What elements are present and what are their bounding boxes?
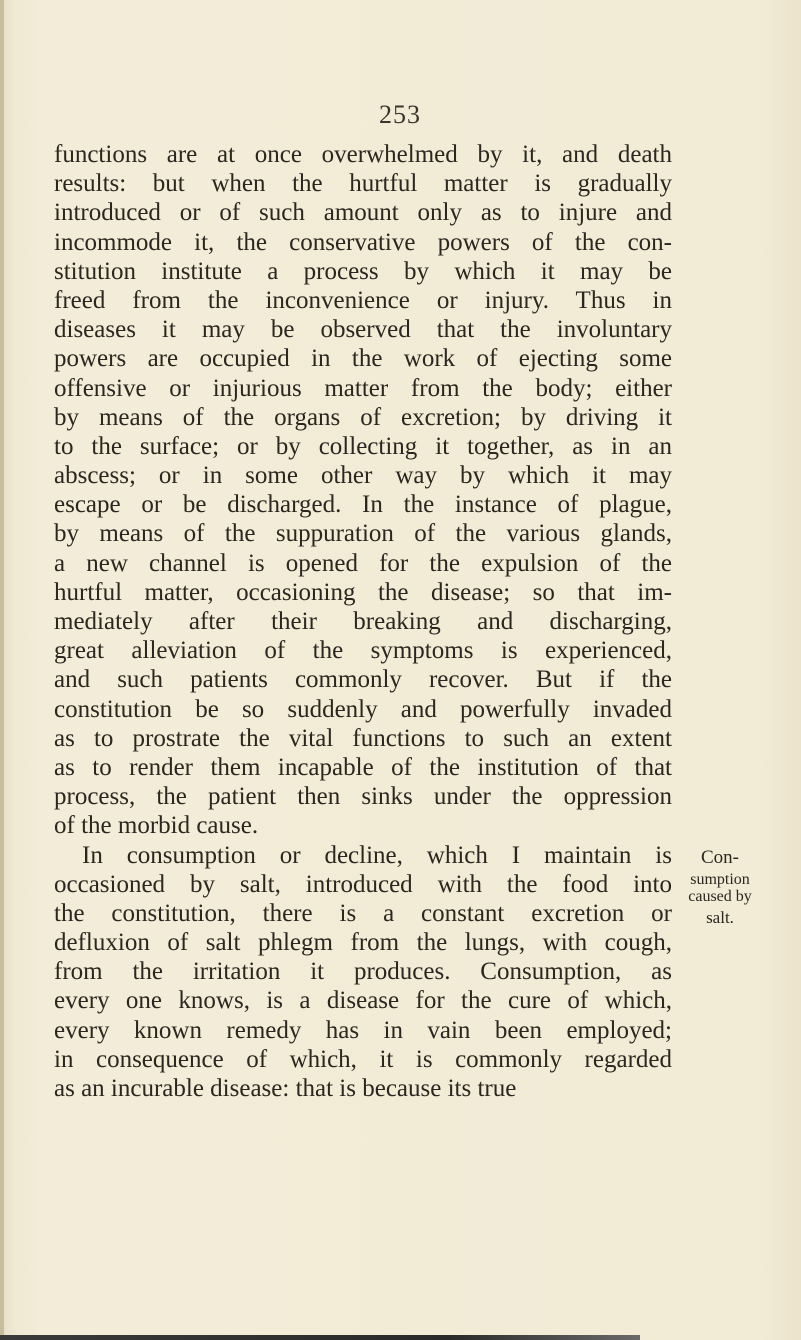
text-line: every known remedy has in vain been employed; <box>54 1016 672 1044</box>
text-line: stitution institute a process by which it may be <box>54 257 672 285</box>
text-line: mediately after their breaking and discharging, <box>54 608 672 635</box>
text-line: in consequence of which, it is commonly regarded <box>54 1045 672 1073</box>
margin-note-line: salt. <box>706 908 734 927</box>
text-line: a new channel is opened for the expulsion of the <box>54 549 672 577</box>
text-line: hurtful matter, occasioning the disease; so that im- <box>54 578 672 606</box>
text-line: every one knows, is a disease for the cure of which, <box>54 987 672 1015</box>
text-line: escape or be discharged. In the instance of plague, <box>54 491 672 519</box>
margin-note-line: sumption <box>690 871 750 888</box>
text-line: process, the patient then sinks under the oppression <box>54 783 672 811</box>
text-line: powers are occupied in the work of ejecting some <box>54 345 672 373</box>
text-line: by means of the organs of excretion; by driving it <box>54 403 672 431</box>
text-line: as to prostrate the vital functions to such an extent <box>54 724 672 752</box>
margin-note <box>682 845 758 931</box>
text-line: defluxion of salt phlegm from the lungs, with cough, <box>54 929 672 957</box>
text-line: as an incurable disease: that is because its true <box>54 1075 517 1102</box>
scan-edge-bar <box>0 1335 640 1340</box>
text-line: as to render them incapable of the institution of that <box>54 753 672 781</box>
text-line: offensive or injurious matter from the body; either <box>54 374 672 402</box>
margin-note-line: caused by <box>688 888 752 905</box>
page-binding-edge <box>0 0 4 1340</box>
body-text <box>54 140 672 1103</box>
text-line: great alleviation of the symptoms is experienced, <box>54 637 672 665</box>
margin-note-line: Con- <box>701 847 739 868</box>
text-line: results: but when the hurtful matter is gradually <box>54 170 672 198</box>
text-line: the constitution, there is a constant excretion or <box>54 899 672 927</box>
text-line: freed from the inconvenience or injury. Thus in <box>54 286 672 314</box>
text-line: incommode it, the conservative powers of the con- <box>54 228 672 256</box>
text-line: introduced or of such amount only as to injure and <box>54 199 672 227</box>
text-line: of the morbid cause. <box>54 812 259 840</box>
text-line: from the irritation it produces. Consumption, as <box>54 958 672 986</box>
text-line: functions are at once overwhelmed by it, and death <box>54 141 672 168</box>
text-line: In consumption or decline, which I maintain is <box>82 841 672 869</box>
text-line: constitution be so suddenly and powerfully invaded <box>54 695 672 723</box>
text-line: to the surface; or by collecting it together, as in an <box>54 432 672 460</box>
text-line: by means of the suppuration of the various glands, <box>54 520 672 548</box>
text-line: and such patients commonly recover. But if the <box>54 666 672 694</box>
page-number: 253 <box>379 100 421 129</box>
text-line: abscess; or in some other way by which it may <box>54 462 672 490</box>
text-line: occasioned by salt, introduced with the food into <box>54 870 672 898</box>
text-line: diseases it may be observed that the involuntary <box>54 316 672 344</box>
